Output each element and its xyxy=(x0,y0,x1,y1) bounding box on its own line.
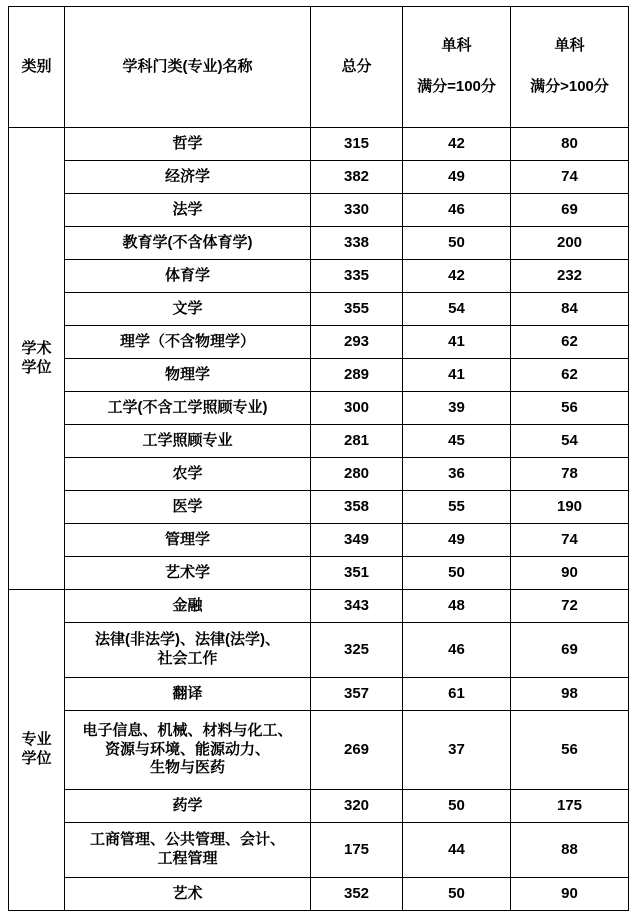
single-subject-eq100-cell: 55 xyxy=(403,491,511,524)
total-score-cell: 315 xyxy=(311,128,403,161)
total-score-cell: 175 xyxy=(311,823,403,878)
single-subject-gt100-cell: 74 xyxy=(511,524,629,557)
header-single-subject-gt100-bottom: 满分>100分 xyxy=(530,78,609,95)
single-subject-gt100-cell: 69 xyxy=(511,194,629,227)
single-subject-eq100-cell: 42 xyxy=(403,260,511,293)
table-row xyxy=(9,260,629,293)
header-discipline: 学科门类(专业)名称 xyxy=(65,7,311,128)
total-score-cell: 325 xyxy=(311,623,403,678)
table-row xyxy=(9,458,629,491)
single-subject-gt100-cell: 78 xyxy=(511,458,629,491)
discipline-name-cell xyxy=(65,260,311,293)
single-subject-gt100-cell: 90 xyxy=(511,557,629,590)
discipline-name-cell xyxy=(65,425,311,458)
discipline-name-line: 社会工作 xyxy=(157,650,218,667)
table-row xyxy=(9,491,629,524)
discipline-name-line: 农学 xyxy=(172,464,203,482)
discipline-name-line: 工学照顾专业 xyxy=(142,431,233,449)
total-score-cell: 357 xyxy=(311,678,403,711)
table-row xyxy=(9,678,629,711)
single-subject-gt100-cell: 90 xyxy=(511,878,629,911)
total-score-cell: 293 xyxy=(311,326,403,359)
total-score-cell: 269 xyxy=(311,711,403,790)
discipline-name-line: 生物与医药 xyxy=(149,759,225,777)
table-row xyxy=(9,790,629,823)
total-score-cell: 320 xyxy=(311,790,403,823)
total-score-cell: 382 xyxy=(311,161,403,194)
single-subject-gt100-cell: 84 xyxy=(511,293,629,326)
table-row xyxy=(9,425,629,458)
total-score-cell: 352 xyxy=(311,878,403,911)
single-subject-gt100-cell: 72 xyxy=(511,590,629,623)
table-row xyxy=(9,359,629,392)
discipline-name-cell xyxy=(65,557,311,590)
category-cell xyxy=(9,590,65,911)
discipline-name-line: 管理学 xyxy=(164,530,210,548)
table-row xyxy=(9,392,629,425)
total-score-cell: 289 xyxy=(311,359,403,392)
discipline-name-cell xyxy=(65,359,311,392)
single-subject-gt100-cell: 62 xyxy=(511,326,629,359)
discipline-name-line: 医学 xyxy=(172,497,203,515)
single-subject-eq100-cell: 49 xyxy=(403,524,511,557)
table-row xyxy=(9,128,629,161)
single-subject-eq100-cell: 42 xyxy=(403,128,511,161)
total-score-cell: 355 xyxy=(311,293,403,326)
header-category: 类别 xyxy=(9,7,65,128)
discipline-name-cell xyxy=(65,678,311,711)
single-subject-eq100-cell: 61 xyxy=(403,678,511,711)
table-row xyxy=(9,557,629,590)
table-row xyxy=(9,524,629,557)
table-header-row xyxy=(9,7,629,128)
total-score-cell: 281 xyxy=(311,425,403,458)
total-score-cell: 335 xyxy=(311,260,403,293)
discipline-name-line: 法学 xyxy=(172,200,203,218)
discipline-name-cell xyxy=(65,878,311,911)
single-subject-eq100-cell: 50 xyxy=(403,557,511,590)
single-subject-gt100-cell: 56 xyxy=(511,711,629,790)
discipline-name-cell xyxy=(65,790,311,823)
table-row xyxy=(9,711,629,790)
discipline-name-line: 工商管理、公共管理、会计、 xyxy=(89,831,285,849)
header-single-subject-eq100 xyxy=(403,7,511,128)
single-subject-gt100-cell: 98 xyxy=(511,678,629,711)
total-score-cell: 338 xyxy=(311,227,403,260)
discipline-name-cell xyxy=(65,227,311,260)
single-subject-eq100-cell: 46 xyxy=(403,623,511,678)
discipline-name-cell xyxy=(65,491,311,524)
score-line-table xyxy=(8,6,629,911)
discipline-name-cell xyxy=(65,326,311,359)
category-label-line: 学位 xyxy=(21,358,52,376)
total-score-cell: 358 xyxy=(311,491,403,524)
discipline-name-cell xyxy=(65,711,311,790)
header-single-subject-gt100-top: 单科 xyxy=(554,37,585,55)
discipline-name-cell xyxy=(65,392,311,425)
total-score-cell: 351 xyxy=(311,557,403,590)
single-subject-gt100-cell: 232 xyxy=(511,260,629,293)
header-single-subject-eq100-bottom: 满分=100分 xyxy=(417,78,496,95)
discipline-name-line: 艺术学 xyxy=(164,563,210,581)
discipline-name-cell xyxy=(65,590,311,623)
single-subject-eq100-cell: 37 xyxy=(403,711,511,790)
single-subject-eq100-cell: 41 xyxy=(403,326,511,359)
single-subject-eq100-cell: 44 xyxy=(403,823,511,878)
table-row xyxy=(9,878,629,911)
table-row xyxy=(9,326,629,359)
discipline-name-line: 文学 xyxy=(172,299,203,317)
single-subject-gt100-cell: 56 xyxy=(511,392,629,425)
discipline-name-line: 法律(非法学)、法律(法学)、 xyxy=(95,631,280,649)
discipline-name-line: 艺术 xyxy=(172,884,203,902)
single-subject-eq100-cell: 41 xyxy=(403,359,511,392)
discipline-name-line: 电子信息、机械、材料与化工、 xyxy=(82,721,293,739)
discipline-name-line: 资源与环境、能源动力、 xyxy=(104,740,270,758)
discipline-name-cell xyxy=(65,524,311,557)
discipline-name-line: 哲学 xyxy=(172,134,203,152)
header-total-score: 总分 xyxy=(311,7,403,128)
discipline-name-cell xyxy=(65,194,311,227)
discipline-name-cell xyxy=(65,161,311,194)
single-subject-eq100-cell: 50 xyxy=(403,790,511,823)
single-subject-gt100-cell: 74 xyxy=(511,161,629,194)
discipline-name-line: 物理学 xyxy=(164,365,210,383)
total-score-cell: 300 xyxy=(311,392,403,425)
table-row xyxy=(9,823,629,878)
discipline-name-line: 金融 xyxy=(172,596,203,614)
table-row xyxy=(9,227,629,260)
discipline-name-line: 经济学 xyxy=(164,167,210,185)
discipline-name-cell xyxy=(65,458,311,491)
single-subject-gt100-cell: 80 xyxy=(511,128,629,161)
discipline-name-line: 体育学 xyxy=(164,266,210,284)
discipline-name-cell xyxy=(65,128,311,161)
category-cell xyxy=(9,128,65,590)
table-row xyxy=(9,293,629,326)
single-subject-eq100-cell: 36 xyxy=(403,458,511,491)
header-single-subject-gt100 xyxy=(511,7,629,128)
total-score-cell: 343 xyxy=(311,590,403,623)
discipline-name-line: 理学（不含物理学） xyxy=(119,332,255,350)
single-subject-eq100-cell: 54 xyxy=(403,293,511,326)
discipline-name-line: 翻译 xyxy=(172,684,203,702)
table-row xyxy=(9,194,629,227)
table-row xyxy=(9,161,629,194)
single-subject-eq100-cell: 46 xyxy=(403,194,511,227)
discipline-name-line: 工学(不含工学照顾专业) xyxy=(107,398,268,416)
single-subject-gt100-cell: 54 xyxy=(511,425,629,458)
single-subject-gt100-cell: 69 xyxy=(511,623,629,678)
table-body xyxy=(9,128,629,911)
single-subject-eq100-cell: 50 xyxy=(403,227,511,260)
discipline-name-cell xyxy=(65,823,311,878)
single-subject-eq100-cell: 45 xyxy=(403,425,511,458)
discipline-name-line: 药学 xyxy=(172,796,203,814)
header-single-subject-eq100-top: 单科 xyxy=(441,37,472,55)
total-score-cell: 349 xyxy=(311,524,403,557)
total-score-cell: 330 xyxy=(311,194,403,227)
table-row xyxy=(9,623,629,678)
discipline-name-cell xyxy=(65,293,311,326)
single-subject-gt100-cell: 88 xyxy=(511,823,629,878)
single-subject-gt100-cell: 190 xyxy=(511,491,629,524)
single-subject-gt100-cell: 62 xyxy=(511,359,629,392)
table-header xyxy=(9,7,629,128)
category-label-line: 学术 xyxy=(21,339,52,357)
single-subject-eq100-cell: 39 xyxy=(403,392,511,425)
table-row xyxy=(9,590,629,623)
single-subject-eq100-cell: 50 xyxy=(403,878,511,911)
total-score-cell: 280 xyxy=(311,458,403,491)
discipline-name-line: 工程管理 xyxy=(157,850,218,867)
single-subject-eq100-cell: 48 xyxy=(403,590,511,623)
category-label-line: 学位 xyxy=(21,750,52,767)
discipline-name-line: 教育学(不含体育学) xyxy=(122,233,253,251)
single-subject-gt100-cell: 200 xyxy=(511,227,629,260)
category-label-line: 专业 xyxy=(21,731,52,749)
single-subject-eq100-cell: 49 xyxy=(403,161,511,194)
discipline-name-cell xyxy=(65,623,311,678)
single-subject-gt100-cell: 175 xyxy=(511,790,629,823)
